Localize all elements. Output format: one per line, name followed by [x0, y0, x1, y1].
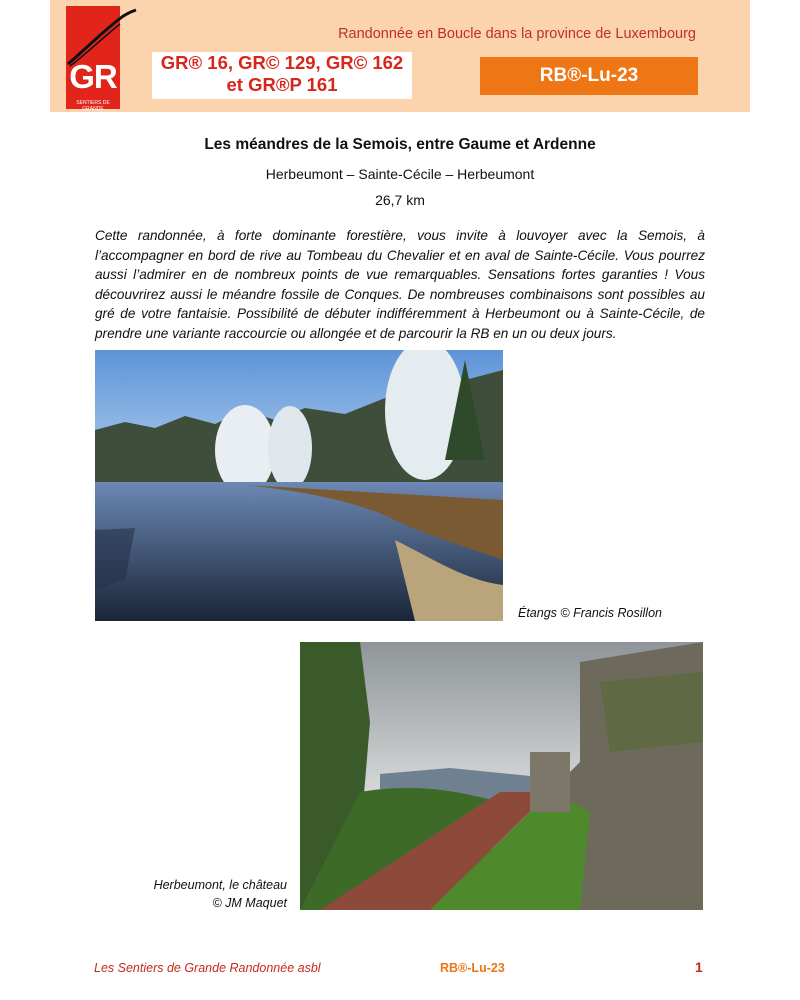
footer-organization: Les Sentiers de Grande Randonnée asbl: [94, 961, 321, 975]
distance: 26,7 km: [375, 192, 425, 208]
gr-routes-box: [152, 52, 412, 99]
photo2-caption-line2: © JM Maquet: [212, 896, 287, 910]
logo-text: GR: [69, 58, 117, 95]
photo2-caption-line1: Herbeumont, le château: [153, 878, 287, 892]
photo1-caption: Étangs © Francis Rosillon: [518, 606, 662, 620]
page-header: [50, 0, 750, 118]
page-title: Les méandres de la Semois, entre Gaume et Ardenne: [204, 136, 596, 153]
photo2-caption: [154, 876, 287, 912]
intro-paragraph: Cette randonnée, à forte dominante forestière, vous invite à louvoyer avec la Semois, à l’accompagner en bord de rive au Tombeau du Chevalier et en aval de Sainte-Cécile. Vous pourrez aussi l’admirer en de nombreux points de vue remarquables. Sensations fortes garanties ! Vous découvrirez aussi le méandre fossile de Conques. De nombreuses combinaisons sont possibles au gré de votre fantaisie. Possibilité de débuter indifféremment à Herbeumont ou à Sainte-Cécile, de prendre une variante raccourcie ou allongée et de parcourir la RB en un ou deux jours.: [95, 228, 705, 341]
gr-line-1: GR® 16, GR© 129, GR© 162: [160, 52, 404, 73]
logo-subtext: SENTIERS DE GRANDE RANDONNÉE: [76, 100, 110, 118]
province-line: Randonnée en Boucle dans la province de Luxembourg: [338, 26, 696, 42]
page-number: 1: [695, 959, 703, 975]
castle-photo: [300, 642, 703, 910]
gr-logo: [66, 6, 120, 118]
footer-code: RB®-Lu-23: [440, 961, 505, 975]
route-subtitle: Herbeumont – Sainte-Cécile – Herbeumont: [265, 166, 535, 182]
gr-line-2: et GR®P 161: [226, 74, 338, 95]
rb-code-badge: RB®-Lu-23: [480, 57, 698, 95]
ponds-photo: [95, 350, 503, 621]
